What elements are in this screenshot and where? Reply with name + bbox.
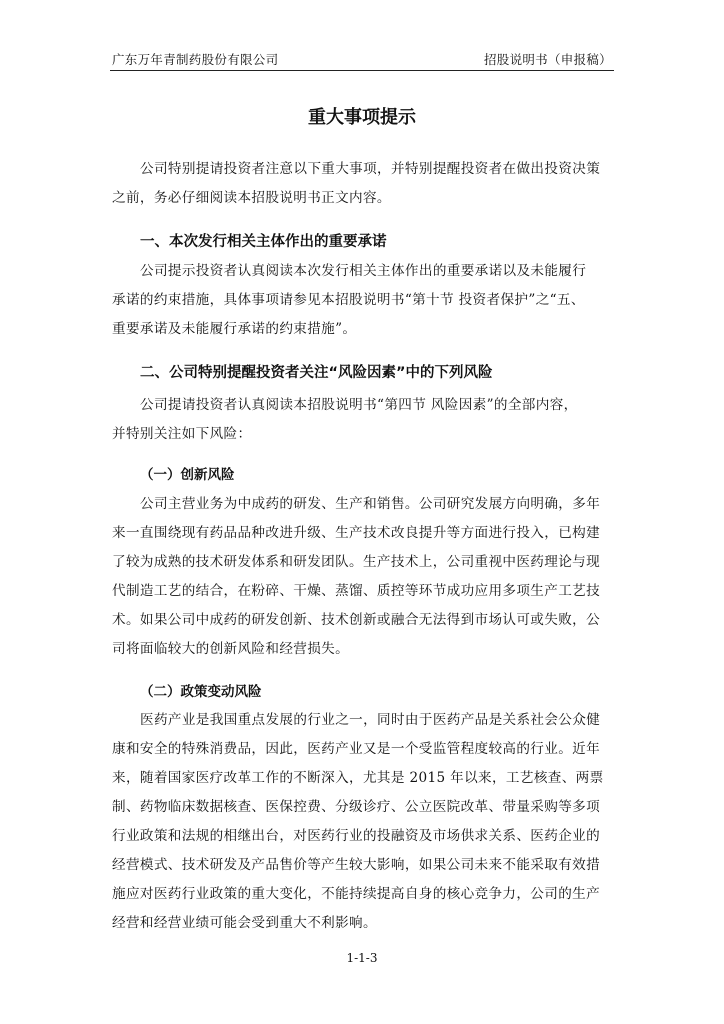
intro-paragraph [112, 160, 618, 218]
header-company: 广东万年青制药股份有限公司 [112, 52, 279, 67]
header-doc-type: 招股说明书（申报稿） [483, 52, 612, 67]
section2-paragraph [112, 396, 618, 454]
paragraph-line: 经营模式、技术研发及产品售价等产生较大影响，如果公司未来不能采取有效措 [112, 857, 601, 873]
paragraph-line: 代制造工艺的结合，在粉碎、干燥、蒸馏、质控等环节成功应用多项生产工艺技 [112, 583, 601, 599]
page-title: 重大事项提示 [308, 107, 416, 128]
paragraph-line: 公司提请投资者认真阅读本招股说明书“第四节 风险因素”的全部内容， [140, 397, 578, 413]
section-heading-risks: 二、公司特别提醒投资者关注“风险因素”中的下列风险 [140, 365, 493, 381]
paragraph-line: 行业政策和法规的相继出台，对医药行业的投融资及市场供求关系、医药企业的 [112, 828, 601, 844]
paragraph-line: 并特别关注如下风险： [112, 426, 252, 442]
paragraph-line: 公司提示投资者认真阅读本次发行相关主体作出的重要承诺以及未能履行 [140, 263, 587, 279]
paragraph-line: 之前，务必仔细阅读本招股说明书正文内容。 [112, 190, 391, 206]
page-number: 1-1-3 [346, 951, 378, 965]
subheading-policy-risk: （二）政策变动风险 [140, 684, 262, 700]
paragraph-line: 经营和经营业绩可能会受到重大不利影响。 [112, 915, 377, 931]
paragraph-line: 承诺的约束措施，具体事项请参见本招股说明书“第十节 投资者保护”之“五、 [112, 292, 585, 308]
paragraph-line: 康和安全的特殊消费品，因此，医药产业又是一个受监管程度较高的行业。近年 [112, 741, 601, 757]
paragraph-line: 公司特别提请投资者注意以下重大事项，并特别提醒投资者在做出投资决策 [140, 161, 601, 177]
section-heading-commitments: 一、本次发行相关主体作出的重要承诺 [140, 234, 387, 250]
paragraph-line: 司将面临较大的创新风险和经营损失。 [112, 641, 350, 657]
paragraph-line: 术。如果公司中成药的研发创新、技术创新或融合无法得到市场认可或失败，公 [112, 612, 601, 628]
header-divider [110, 70, 614, 71]
section1-paragraph [112, 262, 618, 349]
paragraph-line: 制、药物临床数据核查、医保控费、分级诊疗、公立医院改革、带量采购等多项 [112, 799, 601, 815]
paragraph-line: 重要承诺及未能履行承诺的约束措施”。 [112, 321, 357, 337]
policy-risk-paragraph [112, 711, 618, 943]
paragraph-line: 来，随着国家医疗改革工作的不断深入，尤其是 2015 年以来，工艺核查、两票 [112, 770, 604, 786]
paragraph-line: 来一直围绕现有药品品种改进升级、生产技术改良提升等方面进行投入，已构建 [112, 525, 601, 541]
paragraph-line: 医药产业是我国重点发展的行业之一，同时由于医药产品是关系社会公众健 [140, 712, 601, 728]
innovation-risk-paragraph [112, 495, 618, 669]
paragraph-line: 了较为成熟的技术研发体系和研发团队。生产技术上，公司重视中医药理论与现 [112, 554, 601, 570]
paragraph-line: 公司主营业务为中成药的研发、生产和销售。公司研究发展方向明确，多年 [140, 496, 601, 512]
subheading-innovation-risk: （一）创新风险 [140, 467, 235, 483]
paragraph-line: 施应对医药行业政策的重大变化，不能持续提高自身的核心竞争力，公司的生产 [112, 886, 601, 902]
